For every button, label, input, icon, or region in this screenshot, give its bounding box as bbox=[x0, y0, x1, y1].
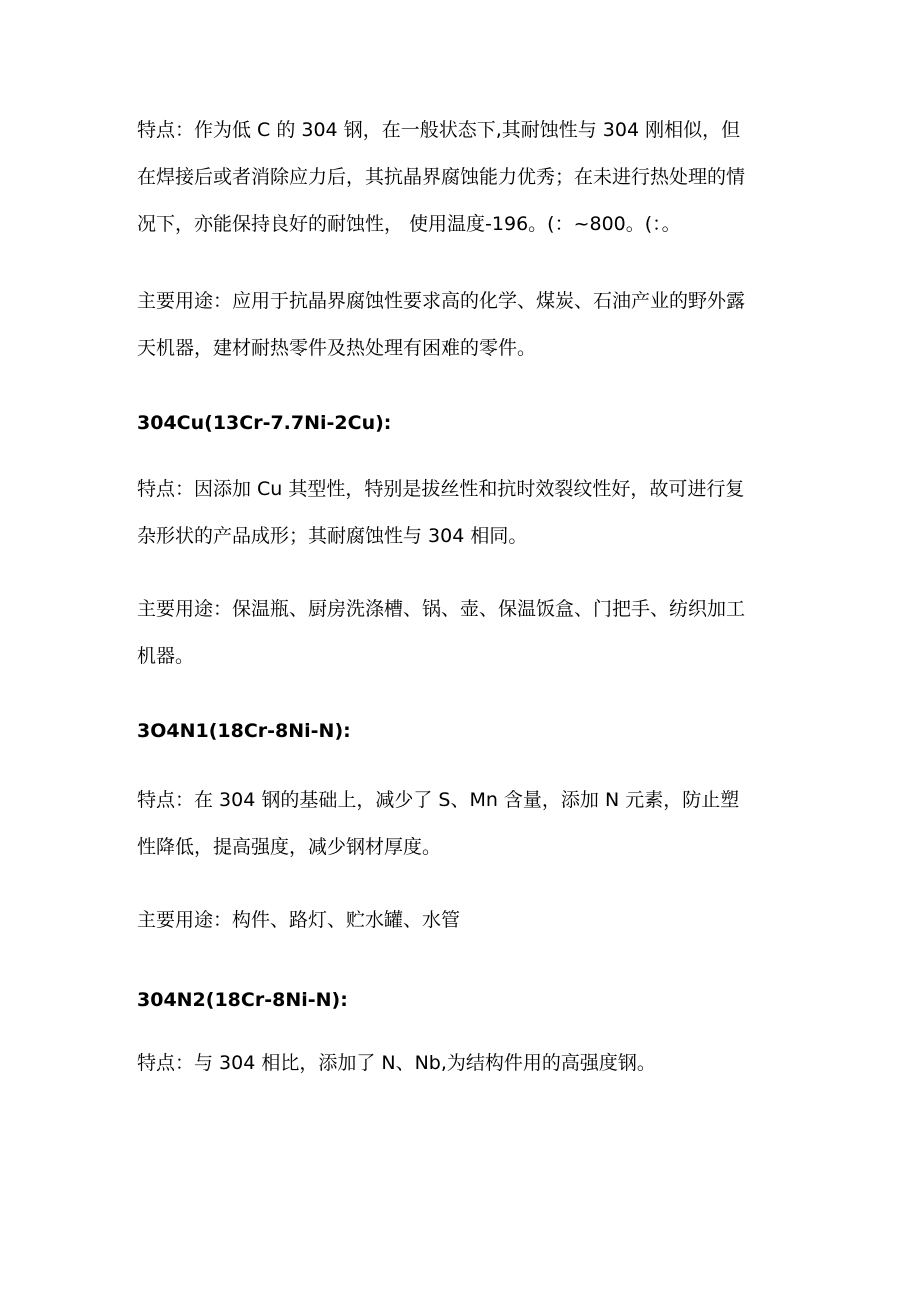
text-line: 杂形状的产品成形；其耐腐蚀性与 304 相同。 bbox=[137, 525, 528, 547]
text-line: 特点：作为低 C 的 304 钢，在一般状态下,其耐蚀性与 304 刚相似，但 bbox=[137, 119, 741, 141]
paragraph-304cu-features bbox=[137, 466, 787, 560]
paragraph-304n1-uses bbox=[137, 897, 787, 944]
text-line: 况下，亦能保持良好的耐蚀性， 使用温度-196。(：~800。(：。 bbox=[137, 213, 681, 235]
text-line: 主要用途：保温瓶、厨房洗涤槽、锅、壶、保温饭盒、门把手、纺织加工 bbox=[137, 598, 746, 620]
text-line: 机器。 bbox=[137, 645, 195, 667]
text-line: 主要用途：应用于抗晶界腐蚀性要求高的化学、煤炭、石油产业的野外露 bbox=[137, 290, 746, 312]
text-line: 特点：与 304 相比，添加了 N、Nb,为结构件用的高强度钢。 bbox=[137, 1052, 656, 1074]
text-line: 天机器，建材耐热零件及热处理有困难的零件。 bbox=[137, 337, 537, 359]
heading-304n2: 304N2(18Cr-8Ni-N): bbox=[137, 989, 348, 1011]
paragraph-304l-features bbox=[137, 107, 787, 248]
paragraph-304l-uses bbox=[137, 278, 787, 372]
heading-304n1: 3O4N1(18Cr-8Ni-N): bbox=[137, 720, 351, 742]
text-line: 主要用途：构件、路灯、贮水罐、水管 bbox=[137, 909, 461, 931]
paragraph-304n2-features bbox=[137, 1040, 787, 1087]
text-line: 在焊接后或者消除应力后，其抗晶界腐蚀能力优秀；在未进行热处理的情 bbox=[137, 166, 746, 188]
text-line: 特点：因添加 Cu 其型性，特别是拔丝性和抗时效裂纹性好，故可进行复 bbox=[137, 478, 745, 500]
text-line: 特点：在 304 钢的基础上，减少了 S、Mn 含量，添加 N 元素，防止塑 bbox=[137, 789, 740, 811]
text-line: 性降低，提高强度，减少钢材厚度。 bbox=[137, 836, 442, 858]
paragraph-304n1-features bbox=[137, 777, 787, 871]
heading-304cu: 304Cu(13Cr-7.7Ni-2Cu): bbox=[137, 412, 392, 434]
paragraph-304cu-uses bbox=[137, 586, 787, 680]
